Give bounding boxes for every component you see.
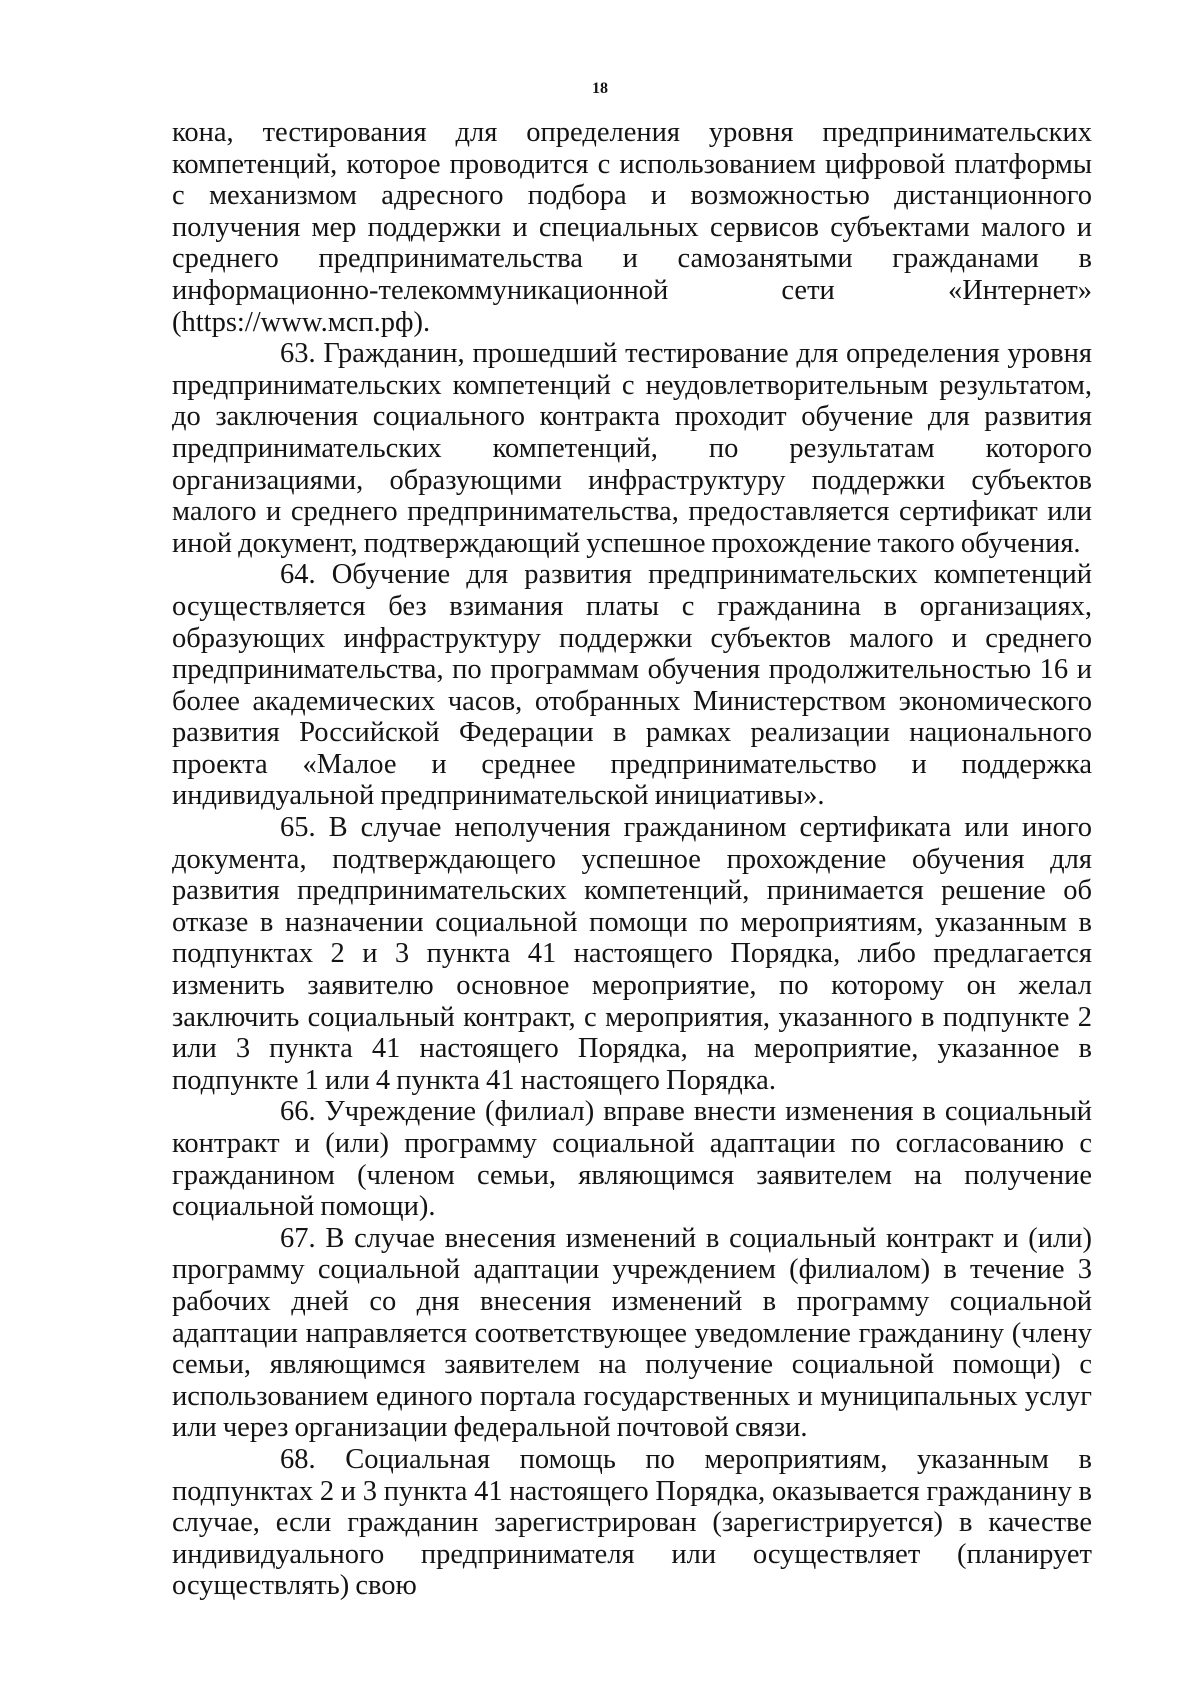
paragraph-64: 64. Обучение для развития предпринимательских компетенций осуществляется без взимания платы с гражданина в организациях, образующих инфраструктуру поддержки субъектов малого и среднего предпринимательства, по программам обучения продолжительностью 16 и более академических часов, отобранных Министерством экономического развития Российской Федерации в рамках реализации национального проекта «Малое и среднее предпринимательство и поддержка индивидуальной предпринимательской инициативы». bbox=[172, 559, 1092, 812]
document-body bbox=[172, 117, 1092, 1602]
paragraph-65: 65. В случае неполучения гражданином сертификата или иного документа, подтверждающего успешное прохождение обучения для развития предпринимательских компетенций, принимается решение об отказе в назначении социальной помощи по мероприятиям, указанным в подпунктах 2 и 3 пункта 41 настоящего Порядка, либо предлагается изменить заявителю основное мероприятие, по которому он желал заключить социальный контракт, с мероприятия, указанного в подпункте 2 или 3 пункта 41 настоящего Порядка, на мероприятие, указанное в подпункте 1 или 4 пункта 41 настоящего Порядка. bbox=[172, 812, 1092, 1096]
page-number: 18 bbox=[592, 80, 608, 97]
paragraph-68: 68. Социальная помощь по мероприятиям, указанным в подпунктах 2 и 3 пункта 41 настоящего Порядка, оказывается гражданину в случае, если гражданин зарегистрирован (зарегистрируется) в качестве индивидуального предпринимателя или осуществляет (планирует осуществлять) свою bbox=[172, 1443, 1092, 1602]
paragraph-66: 66. Учреждение (филиал) вправе внести изменения в социальный контракт и (или) программу социальной адаптации по согласованию с гражданином (членом семьи, являющимся заявителем на получение социальной помощи). bbox=[172, 1096, 1092, 1223]
paragraph-63: 63. Гражданин, прошедший тестирование для определения уровня предпринимательских компетенций с неудовлетворительным результатом, до заключения социального контракта проходит обучение для развития предпринимательских компетенций, по результатам которого организациями, образующими инфраструктуру поддержки субъектов малого и среднего предпринимательства, предоставляется сертификат или иной документ, подтверждающий успешное прохождение такого обучения. bbox=[172, 338, 1092, 559]
paragraph-continuation: кона, тестирования для определения уровня предпринимательских компетенций, которое проводится с использованием цифровой платформы с механизмом адресного подбора и возможностью дистанционного получения мер поддержки и специальных сервисов субъектами малого и среднего предпринимательства и самозанятыми гражданами в информационно-телекоммуникационной сети «Интернет» (https://www.мсп.рф). bbox=[172, 117, 1092, 338]
paragraph-67: 67. В случае внесения изменений в социальный контракт и (или) программу социальной адаптации учреждением (филиалом) в течение 3 рабочих дней со дня внесения изменений в программу социальной адаптации направляется соответствующее уведомление гражданину (члену семьи, являющимся заявителем на получение социальной помощи) с использованием единого портала государственных и муниципальных услуг или через организации федеральной почтовой связи. bbox=[172, 1222, 1092, 1444]
